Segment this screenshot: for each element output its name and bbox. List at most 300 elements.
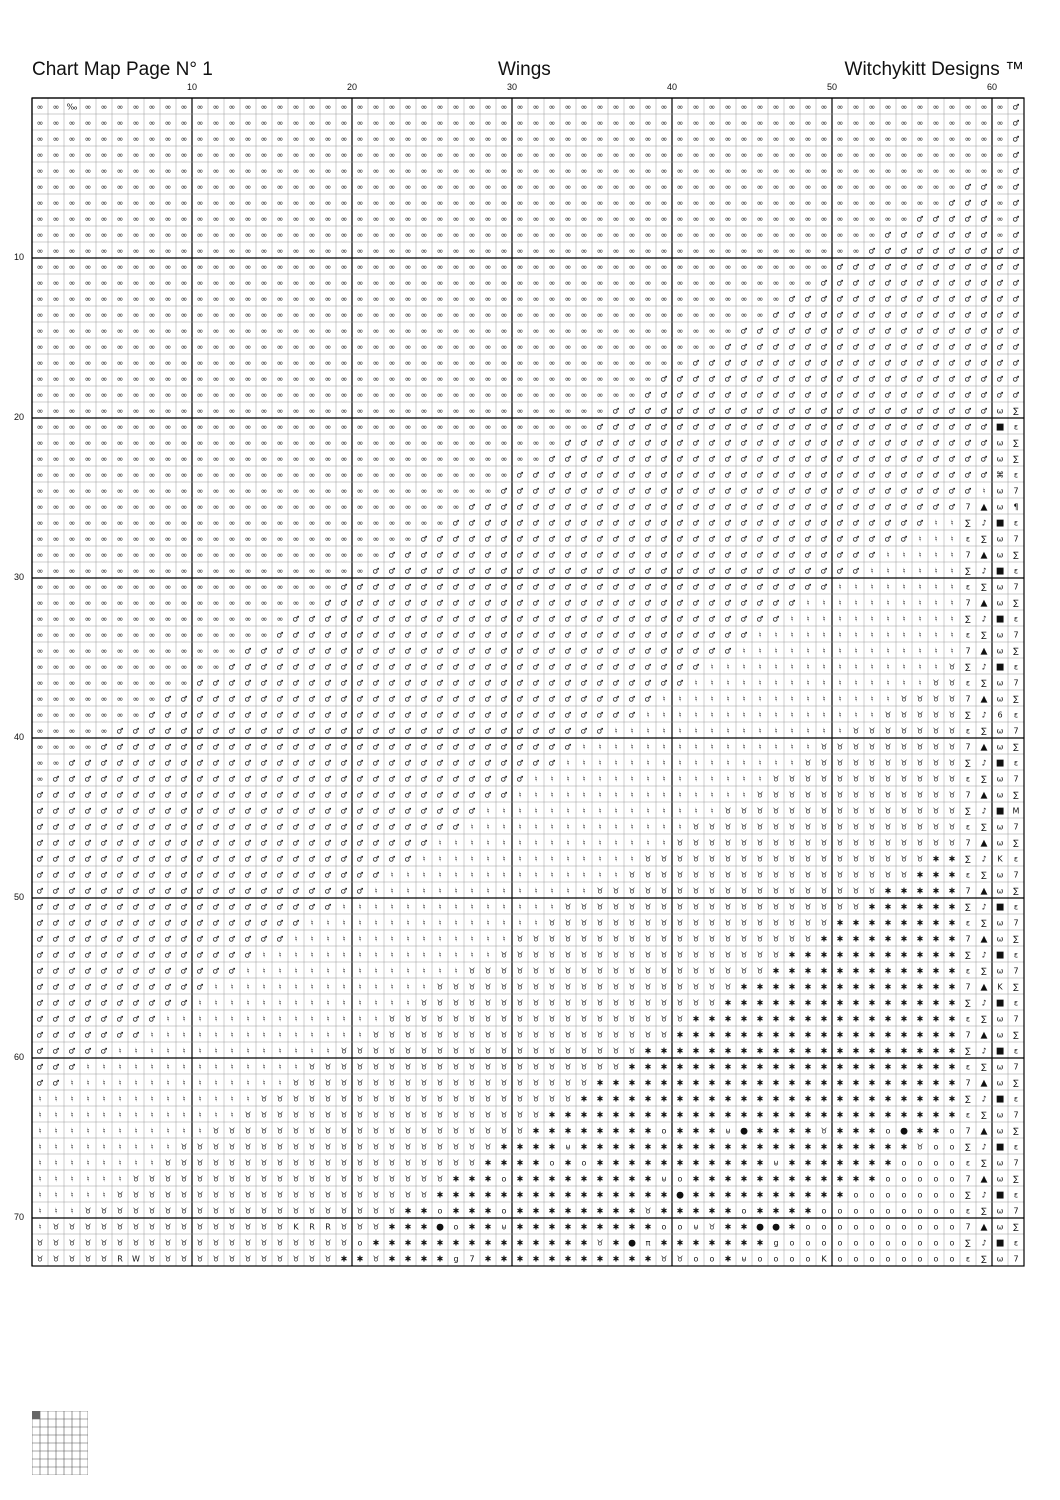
chart-cell-symbol: ∞ xyxy=(101,103,108,112)
chart-cell-symbol: 7 xyxy=(1013,1255,1018,1264)
chart-cell-symbol: ♮ xyxy=(663,759,666,768)
chart-cell-symbol: ♉ xyxy=(852,887,859,896)
chart-cell-symbol: ✱ xyxy=(853,1127,860,1136)
chart-cell-symbol: ∞ xyxy=(565,311,572,320)
chart-cell-symbol: ∞ xyxy=(485,247,492,256)
chart-cell-symbol: ∞ xyxy=(293,567,300,576)
chart-cell-symbol: ∞ xyxy=(213,503,220,512)
chart-cell-symbol: ∞ xyxy=(53,759,60,768)
chart-cell-symbol: ♂ xyxy=(452,695,459,704)
chart-cell-symbol: ∞ xyxy=(101,263,108,272)
chart-cell-symbol: ♂ xyxy=(660,599,667,608)
chart-cell-symbol: ♉ xyxy=(84,1255,91,1264)
chart-cell-symbol: ♂ xyxy=(180,823,187,832)
chart-cell-symbol: ♉ xyxy=(180,1159,187,1168)
chart-cell-symbol: ♂ xyxy=(164,743,171,752)
chart-cell-symbol: ∞ xyxy=(421,375,428,384)
chart-cell-symbol: ✱ xyxy=(949,999,956,1008)
chart-cell-symbol: ♂ xyxy=(180,967,187,976)
chart-cell-symbol: ♉ xyxy=(612,1047,619,1056)
chart-cell-symbol: K xyxy=(997,855,1003,864)
chart-cell-symbol: ♉ xyxy=(532,1095,539,1104)
chart-cell-symbol: ♉ xyxy=(468,983,475,992)
chart-cell-symbol: ∞ xyxy=(69,487,76,496)
chart-cell-symbol: ∞ xyxy=(277,135,284,144)
chart-cell-symbol: ♂ xyxy=(196,871,203,880)
chart-cell-symbol: ✱ xyxy=(789,999,796,1008)
chart-cell-symbol: ♉ xyxy=(564,951,571,960)
chart-cell-symbol: ♂ xyxy=(228,887,235,896)
chart-cell-symbol: ∞ xyxy=(53,359,60,368)
chart-cell-symbol: ♉ xyxy=(804,823,811,832)
chart-cell-symbol: ♂ xyxy=(52,1063,59,1072)
chart-cell-symbol: ∞ xyxy=(581,359,588,368)
chart-cell-symbol: ♂ xyxy=(756,439,763,448)
chart-cell-symbol: ∞ xyxy=(181,567,188,576)
chart-cell-symbol: ∞ xyxy=(133,375,140,384)
chart-cell-symbol: ∞ xyxy=(917,199,924,208)
chart-cell-symbol: ♂ xyxy=(228,855,235,864)
chart-cell-symbol: o xyxy=(902,1239,907,1248)
chart-cell-symbol: ♂ xyxy=(212,727,219,736)
chart-cell-symbol: ♂ xyxy=(292,759,299,768)
chart-cell-symbol: ♮ xyxy=(503,903,506,912)
chart-cell-symbol: ∞ xyxy=(693,215,700,224)
chart-cell-symbol: ♂ xyxy=(948,343,955,352)
chart-cell-symbol: ♂ xyxy=(84,935,91,944)
chart-cell-symbol: ♂ xyxy=(884,359,891,368)
chart-cell-symbol: ♂ xyxy=(228,791,235,800)
chart-cell-symbol: ♂ xyxy=(372,679,379,688)
chart-cell-symbol: ♮ xyxy=(855,663,858,672)
chart-cell-symbol: ♉ xyxy=(548,1031,555,1040)
chart-cell-symbol: ♂ xyxy=(308,631,315,640)
chart-cell-symbol: ♂ xyxy=(788,375,795,384)
chart-cell-symbol: ♉ xyxy=(884,855,891,864)
chart-cell-symbol: ♮ xyxy=(151,1127,154,1136)
chart-cell-symbol: ♂ xyxy=(308,727,315,736)
chart-cell-symbol: ∞ xyxy=(597,263,604,272)
chart-cell-symbol: ♂ xyxy=(692,567,699,576)
chart-cell-symbol: ✱ xyxy=(597,1207,604,1216)
chart-cell-symbol: ∞ xyxy=(229,631,236,640)
chart-cell-symbol: ♂ xyxy=(500,551,507,560)
chart-cell-symbol: ∞ xyxy=(469,375,476,384)
chart-cell-symbol: ♂ xyxy=(980,375,987,384)
chart-cell-symbol: ♮ xyxy=(599,743,602,752)
chart-cell-symbol: ∞ xyxy=(53,647,60,656)
chart-cell-symbol: ♂ xyxy=(708,439,715,448)
chart-cell-symbol: ∞ xyxy=(245,487,252,496)
chart-cell-symbol: ♮ xyxy=(535,871,538,880)
chart-cell-symbol: ∞ xyxy=(437,231,444,240)
chart-cell-symbol: ✱ xyxy=(853,983,860,992)
chart-cell-symbol: ♮ xyxy=(855,615,858,624)
chart-cell-symbol: ∞ xyxy=(149,695,156,704)
chart-cell-symbol: ✱ xyxy=(581,1175,588,1184)
chart-cell-symbol: ∞ xyxy=(261,119,268,128)
chart-cell-symbol: ♮ xyxy=(871,599,874,608)
chart-cell-symbol: ♮ xyxy=(583,871,586,880)
chart-cell-symbol: ♂ xyxy=(724,391,731,400)
chart-cell-symbol: ∞ xyxy=(69,439,76,448)
chart-cell-symbol: ∞ xyxy=(485,343,492,352)
chart-cell-symbol: ♂ xyxy=(548,599,555,608)
chart-cell-symbol: ♉ xyxy=(852,807,859,816)
chart-cell-symbol: ♂ xyxy=(884,519,891,528)
chart-cell-symbol: ♂ xyxy=(244,887,251,896)
chart-cell-symbol: ♮ xyxy=(887,679,890,688)
chart-cell-symbol: ∞ xyxy=(805,183,812,192)
chart-cell-symbol: ♮ xyxy=(471,871,474,880)
chart-cell-symbol: ∞ xyxy=(373,199,380,208)
chart-cell-symbol: ♂ xyxy=(164,983,171,992)
chart-cell-symbol: ♂ xyxy=(36,1047,43,1056)
chart-cell-symbol: ∞ xyxy=(37,167,44,176)
chart-cell-symbol: ∑ xyxy=(981,871,987,880)
chart-cell-symbol: ♉ xyxy=(260,1207,267,1216)
chart-cell-symbol: ∞ xyxy=(389,423,396,432)
chart-cell-symbol: ♉ xyxy=(388,1127,395,1136)
chart-cell-symbol: ♂ xyxy=(276,727,283,736)
chart-cell-symbol: ∞ xyxy=(485,103,492,112)
chart-cell-symbol: ♉ xyxy=(948,679,955,688)
chart-cell-symbol: ∞ xyxy=(277,103,284,112)
chart-cell-symbol: ∑ xyxy=(965,711,971,720)
chart-cell-symbol: ∞ xyxy=(181,183,188,192)
chart-cell-symbol: ♉ xyxy=(452,1143,459,1152)
chart-cell-symbol: ∞ xyxy=(341,535,348,544)
chart-cell-symbol: ∞ xyxy=(645,151,652,160)
chart-cell-symbol: ♂ xyxy=(212,759,219,768)
chart-cell-symbol: ✱ xyxy=(917,919,924,928)
chart-cell-symbol: ♂ xyxy=(900,375,907,384)
chart-cell-symbol: ✱ xyxy=(485,1175,492,1184)
chart-cell-symbol: ♂ xyxy=(724,519,731,528)
chart-cell-symbol: ♂ xyxy=(932,295,939,304)
chart-cell-symbol: ✱ xyxy=(517,1175,524,1184)
chart-cell-symbol: ✱ xyxy=(565,1223,572,1232)
chart-cell-symbol: ✱ xyxy=(597,1175,604,1184)
chart-cell-symbol: ♉ xyxy=(788,855,795,864)
chart-cell-symbol: ∞ xyxy=(629,391,636,400)
chart-cell-symbol: ∞ xyxy=(709,311,716,320)
chart-cell-symbol: ♂ xyxy=(804,343,811,352)
column-number: 30 xyxy=(507,82,517,92)
chart-cell-symbol: ♂ xyxy=(964,231,971,240)
chart-cell-symbol: ∞ xyxy=(117,183,124,192)
chart-cell-symbol: ♮ xyxy=(663,695,666,704)
chart-cell-symbol: ♉ xyxy=(100,1255,107,1264)
chart-cell-symbol: ♂ xyxy=(468,679,475,688)
chart-cell-symbol: ♂ xyxy=(644,439,651,448)
chart-cell-symbol: ∞ xyxy=(517,311,524,320)
chart-cell-symbol: ♂ xyxy=(436,759,443,768)
chart-cell-symbol: ✱ xyxy=(709,1063,716,1072)
chart-cell-symbol: ♂ xyxy=(596,631,603,640)
chart-cell-symbol: ω xyxy=(997,503,1004,512)
chart-cell-symbol: ♂ xyxy=(372,567,379,576)
chart-cell-symbol: ♂ xyxy=(532,711,539,720)
chart-cell-symbol: ♉ xyxy=(324,1111,331,1120)
chart-cell-symbol: ♉ xyxy=(308,1063,315,1072)
chart-cell-symbol: ∞ xyxy=(309,359,316,368)
chart-cell-symbol: ♂ xyxy=(868,247,875,256)
chart-cell-symbol: ♮ xyxy=(375,1015,378,1024)
chart-cell-symbol: ♪ xyxy=(981,1239,986,1248)
chart-cell-symbol: ♮ xyxy=(487,807,490,816)
chart-cell-symbol: ♉ xyxy=(692,839,699,848)
chart-cell-symbol: ♉ xyxy=(484,1095,491,1104)
chart-cell-symbol: ♉ xyxy=(52,1255,59,1264)
chart-cell-symbol: ∞ xyxy=(309,199,316,208)
chart-cell-symbol: ♮ xyxy=(743,711,746,720)
chart-cell-symbol: ♂ xyxy=(420,727,427,736)
chart-cell-symbol: ∞ xyxy=(837,183,844,192)
chart-cell-symbol: ∞ xyxy=(133,567,140,576)
chart-cell-symbol: ∞ xyxy=(917,135,924,144)
chart-cell-symbol: ∞ xyxy=(373,487,380,496)
chart-cell-symbol: ♉ xyxy=(756,855,763,864)
chart-cell-symbol: ∞ xyxy=(149,455,156,464)
chart-cell-symbol: ♉ xyxy=(548,1063,555,1072)
chart-cell-symbol: ♂ xyxy=(628,471,635,480)
chart-cell-symbol: ∞ xyxy=(117,391,124,400)
chart-cell-symbol: ♮ xyxy=(727,775,730,784)
chart-cell-symbol: ∞ xyxy=(485,311,492,320)
chart-cell-symbol: ∞ xyxy=(469,199,476,208)
chart-cell-symbol: ♂ xyxy=(548,647,555,656)
chart-cell-symbol: ∞ xyxy=(389,487,396,496)
chart-cell-symbol: ♂ xyxy=(132,999,139,1008)
chart-cell-symbol: ∞ xyxy=(517,199,524,208)
chart-cell-symbol: ♂ xyxy=(612,423,619,432)
chart-cell-symbol: ∞ xyxy=(293,215,300,224)
chart-cell-symbol: ♉ xyxy=(516,1079,523,1088)
chart-cell-symbol: ∞ xyxy=(53,567,60,576)
chart-cell-symbol: ♉ xyxy=(916,807,923,816)
chart-cell-symbol: ∞ xyxy=(389,167,396,176)
chart-cell-symbol: ♂ xyxy=(852,567,859,576)
chart-cell-symbol: ♂ xyxy=(1012,359,1019,368)
chart-cell-symbol: ∞ xyxy=(757,151,764,160)
chart-cell-symbol: ε xyxy=(966,1063,970,1072)
chart-cell-symbol: ♂ xyxy=(900,295,907,304)
chart-cell-symbol: ∞ xyxy=(565,151,572,160)
chart-cell-symbol: ∞ xyxy=(69,279,76,288)
chart-cell-symbol: ♂ xyxy=(596,599,603,608)
chart-cell-symbol: ∞ xyxy=(629,327,636,336)
chart-cell-symbol: ∞ xyxy=(885,167,892,176)
chart-cell-symbol: ♂ xyxy=(132,1015,139,1024)
chart-cell-symbol: ∞ xyxy=(325,439,332,448)
chart-cell-symbol: ♮ xyxy=(455,951,458,960)
chart-cell-symbol: ∞ xyxy=(37,263,44,272)
chart-cell-symbol: ♂ xyxy=(308,615,315,624)
chart-cell-symbol: ♮ xyxy=(215,1079,218,1088)
chart-cell-symbol: ♂ xyxy=(868,535,875,544)
chart-cell-symbol: K xyxy=(821,1255,827,1264)
chart-cell-symbol: ♉ xyxy=(596,903,603,912)
chart-cell-symbol: ♂ xyxy=(68,1015,75,1024)
chart-cell-symbol: ∞ xyxy=(405,119,412,128)
chart-cell-symbol: ♉ xyxy=(612,919,619,928)
chart-cell-symbol: ∞ xyxy=(197,295,204,304)
chart-cell-symbol: ∞ xyxy=(565,295,572,304)
chart-cell-symbol: ♮ xyxy=(215,1095,218,1104)
chart-cell-symbol: ∞ xyxy=(709,327,716,336)
chart-cell-symbol: ♂ xyxy=(260,903,267,912)
chart-cell-symbol: ♮ xyxy=(247,1079,250,1088)
chart-cell-symbol: ♂ xyxy=(596,519,603,528)
chart-cell-symbol: ∞ xyxy=(549,359,556,368)
chart-cell-symbol: ♉ xyxy=(356,1111,363,1120)
chart-cell-symbol: ∞ xyxy=(197,391,204,400)
chart-cell-symbol: ∞ xyxy=(325,151,332,160)
chart-cell-symbol: ✱ xyxy=(885,1047,892,1056)
chart-cell-symbol: ♂ xyxy=(948,231,955,240)
chart-cell-symbol: ♂ xyxy=(612,599,619,608)
chart-cell-symbol: ♮ xyxy=(119,1063,122,1072)
chart-cell-symbol: ∞ xyxy=(629,199,636,208)
chart-cell-symbol: ♂ xyxy=(116,823,123,832)
chart-cell-symbol: ∞ xyxy=(261,503,268,512)
chart-cell-symbol: ♂ xyxy=(276,743,283,752)
chart-cell-symbol: ∞ xyxy=(725,263,732,272)
chart-cell-symbol: ♂ xyxy=(900,487,907,496)
chart-cell-symbol: ∞ xyxy=(37,119,44,128)
chart-cell-symbol: ♮ xyxy=(519,919,522,928)
chart-cell-symbol: ♮ xyxy=(199,1047,202,1056)
chart-cell-symbol: ∞ xyxy=(229,375,236,384)
chart-cell-symbol: ♉ xyxy=(852,759,859,768)
chart-cell-symbol: ♉ xyxy=(180,1255,187,1264)
chart-cell-symbol: ♮ xyxy=(503,935,506,944)
chart-cell-symbol: ∞ xyxy=(197,359,204,368)
chart-cell-symbol: ∞ xyxy=(117,231,124,240)
chart-cell-symbol: ∞ xyxy=(517,423,524,432)
chart-cell-symbol: ∞ xyxy=(133,503,140,512)
chart-cell-symbol: ♂ xyxy=(228,823,235,832)
chart-cell-symbol: ✱ xyxy=(885,919,892,928)
chart-cell-symbol: ♂ xyxy=(900,231,907,240)
chart-cell-symbol: ♂ xyxy=(708,407,715,416)
chart-cell-symbol: ♮ xyxy=(711,663,714,672)
chart-cell-symbol: ♂ xyxy=(916,407,923,416)
chart-cell-symbol: ∞ xyxy=(149,647,156,656)
chart-cell-symbol: ∞ xyxy=(197,471,204,480)
chart-cell-symbol: ♂ xyxy=(980,455,987,464)
chart-cell-symbol: ∞ xyxy=(821,151,828,160)
chart-cell-symbol: ∞ xyxy=(85,215,92,224)
chart-cell-symbol: ✱ xyxy=(933,903,940,912)
chart-cell-symbol: ω xyxy=(997,1063,1004,1072)
chart-cell-symbol: ♂ xyxy=(772,359,779,368)
chart-cell-symbol: ♮ xyxy=(663,711,666,720)
chart-cell-symbol: ♂ xyxy=(516,583,523,592)
chart-cell-symbol: ∞ xyxy=(197,487,204,496)
chart-cell-symbol: ∞ xyxy=(389,151,396,160)
chart-cell-symbol: ∞ xyxy=(757,167,764,176)
chart-cell-symbol: ∞ xyxy=(501,199,508,208)
chart-cell-symbol: ∞ xyxy=(725,119,732,128)
chart-cell-symbol: ✱ xyxy=(757,1031,764,1040)
chart-cell-symbol: ∑ xyxy=(981,1207,987,1216)
chart-cell-symbol: ✱ xyxy=(613,1095,620,1104)
chart-cell-symbol: ✱ xyxy=(917,983,924,992)
chart-cell-symbol: ∞ xyxy=(53,151,60,160)
chart-cell-symbol: ∞ xyxy=(773,135,780,144)
chart-cell-symbol: ♮ xyxy=(39,1223,42,1232)
chart-cell-symbol: ♮ xyxy=(935,631,938,640)
chart-cell-symbol: ∞ xyxy=(533,279,540,288)
chart-cell-symbol: ♮ xyxy=(631,775,634,784)
chart-cell-symbol: ♮ xyxy=(455,903,458,912)
chart-cell-symbol: ♉ xyxy=(660,983,667,992)
chart-cell-symbol: ✱ xyxy=(645,1255,652,1264)
chart-cell-symbol: ♉ xyxy=(852,855,859,864)
chart-cell-symbol: ♂ xyxy=(692,599,699,608)
chart-cell-symbol: ∞ xyxy=(901,183,908,192)
chart-cell-symbol: ♂ xyxy=(804,551,811,560)
chart-cell-symbol: ∞ xyxy=(165,311,172,320)
chart-cell-symbol: ∞ xyxy=(261,231,268,240)
chart-cell-symbol: ♉ xyxy=(916,823,923,832)
chart-cell-symbol: ∞ xyxy=(325,327,332,336)
chart-cell-symbol: ♉ xyxy=(836,839,843,848)
chart-cell-symbol: ♂ xyxy=(964,327,971,336)
chart-cell-symbol: ∞ xyxy=(485,135,492,144)
chart-cell-symbol: ♂ xyxy=(132,871,139,880)
chart-cell-symbol: ∞ xyxy=(741,103,748,112)
chart-cell-symbol: ♂ xyxy=(500,615,507,624)
chart-cell-symbol: ∞ xyxy=(101,631,108,640)
chart-cell-symbol: ♉ xyxy=(116,1223,123,1232)
chart-cell-symbol: ♉ xyxy=(404,1111,411,1120)
chart-cell-symbol: ∞ xyxy=(437,311,444,320)
chart-cell-symbol: ♂ xyxy=(260,823,267,832)
chart-cell-symbol: ♂ xyxy=(228,711,235,720)
chart-cell-symbol: ✱ xyxy=(661,1111,668,1120)
chart-cell-symbol: ∞ xyxy=(149,263,156,272)
chart-cell-symbol: ♂ xyxy=(404,775,411,784)
chart-cell-symbol: ∞ xyxy=(325,455,332,464)
chart-cell-symbol: ∞ xyxy=(469,407,476,416)
chart-cell-symbol: ✱ xyxy=(853,1079,860,1088)
chart-cell-symbol: ♉ xyxy=(308,1079,315,1088)
chart-cell-symbol: ♂ xyxy=(932,423,939,432)
chart-cell-symbol: ∞ xyxy=(517,247,524,256)
chart-cell-symbol: ∑ xyxy=(981,583,987,592)
chart-cell-symbol: ∞ xyxy=(229,455,236,464)
chart-cell-symbol: ● xyxy=(628,1239,636,1249)
chart-cell-symbol: ∞ xyxy=(757,263,764,272)
chart-cell-symbol: ∞ xyxy=(133,119,140,128)
chart-cell-symbol: ♂ xyxy=(740,407,747,416)
chart-cell-symbol: ♉ xyxy=(292,1239,299,1248)
chart-cell-symbol: ∞ xyxy=(229,535,236,544)
chart-cell-symbol: ♉ xyxy=(484,1143,491,1152)
chart-cell-symbol: ♂ xyxy=(196,855,203,864)
chart-cell-symbol: ♂ xyxy=(836,439,843,448)
chart-cell-symbol: ♮ xyxy=(167,1047,170,1056)
chart-cell-symbol: ∞ xyxy=(469,295,476,304)
chart-cell-symbol: ♮ xyxy=(135,1111,138,1120)
chart-cell-symbol: ♂ xyxy=(452,599,459,608)
chart-cell-symbol: ♉ xyxy=(260,1255,267,1264)
chart-cell-symbol: ♂ xyxy=(612,551,619,560)
chart-cell-symbol: ∞ xyxy=(437,183,444,192)
